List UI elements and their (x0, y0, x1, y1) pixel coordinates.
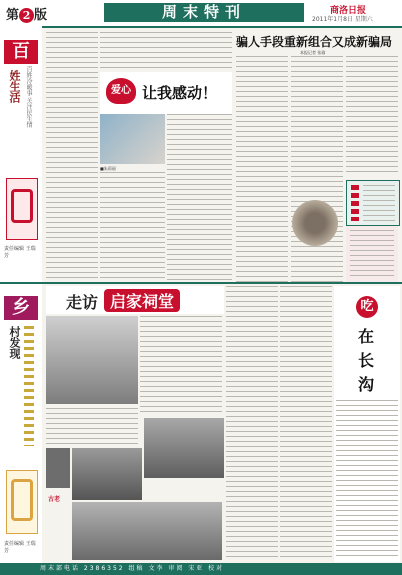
story4-char2: 在 (358, 327, 375, 346)
page-suffix: 版 (34, 8, 48, 23)
story2-sidebar-box (346, 180, 400, 226)
story1-text-col1 (46, 32, 98, 282)
footer-text: 周末部电话 2386352 组稿 文李 审阅 宋亚 校对 (40, 565, 225, 572)
story1-text-top (100, 32, 232, 72)
sidebar-lines (363, 185, 395, 221)
story3-headline-box (46, 286, 224, 314)
story3-headline-b: 启家祠堂 (104, 289, 180, 312)
footer-bar (0, 563, 402, 575)
top-editor: 责任编辑 王瑞芳 (4, 246, 36, 259)
paper-name: 商洛日报 (330, 6, 367, 16)
top-vertical-title: 姓生活 (8, 70, 21, 103)
hall-photo-2 (144, 418, 224, 478)
date-line: 2011年1月8日 星期六 (312, 16, 373, 23)
mid-vertical-title: 村发现 (8, 326, 21, 359)
small-photo-1 (46, 448, 70, 488)
decorative-emblem (6, 178, 38, 240)
hall-photo-3 (72, 502, 222, 560)
story4-char3: 长 (358, 351, 375, 370)
story4-text (336, 400, 398, 560)
story2-text-col1 (236, 56, 288, 282)
story3-headline-a: 走访 (66, 293, 99, 312)
story3-text-lower (46, 408, 138, 446)
story1-headline: 让我感动！ (142, 84, 218, 102)
story3-text-col3 (280, 286, 332, 560)
top-vertical-motto: 百姓冷暖事 关注民生情 (25, 66, 32, 128)
note-lines (350, 230, 394, 278)
page-prefix: 第 (6, 8, 20, 23)
story4-char4: 沟 (358, 375, 375, 394)
hospital-photo (100, 114, 165, 164)
story2-byline: 本报记者 张瑜 (300, 50, 326, 55)
story1-byline: ■朱莉丽 (100, 166, 116, 171)
heart-label: 爱心 (106, 78, 136, 104)
story3-text-col1 (140, 316, 222, 416)
story1-text-col3 (167, 114, 232, 282)
page-number (6, 4, 47, 23)
sidebar-marker (351, 185, 359, 221)
section-title: 周末特刊 (104, 3, 304, 22)
story3-caption: 古老 (48, 496, 61, 503)
story2-text-col2 (291, 56, 343, 282)
story4-char1: 吃 (356, 296, 378, 318)
story3-text-col2 (226, 286, 278, 560)
decorative-emblem-2 (6, 470, 38, 534)
page-number-badge: 2 (19, 8, 34, 23)
story2-text-col3 (346, 56, 398, 176)
elderly-man-photo (46, 316, 138, 404)
hall-photo-1 (72, 448, 142, 500)
story1-headline-box (100, 72, 232, 114)
story2-headline: 骗人手段重新组合又成新骗局 (236, 35, 393, 49)
story2-note-box (346, 226, 398, 282)
story1-text-col2 (100, 172, 165, 282)
section-badge-top: 百 (4, 40, 38, 64)
mid-vertical-motto-graphic (24, 326, 34, 446)
bottom-editor: 责任编辑 王瑞芳 (4, 541, 36, 554)
manhole-photo (292, 200, 338, 246)
header-rule (0, 26, 402, 28)
section-divider (0, 282, 402, 284)
section-badge-mid: 乡 (4, 296, 38, 320)
